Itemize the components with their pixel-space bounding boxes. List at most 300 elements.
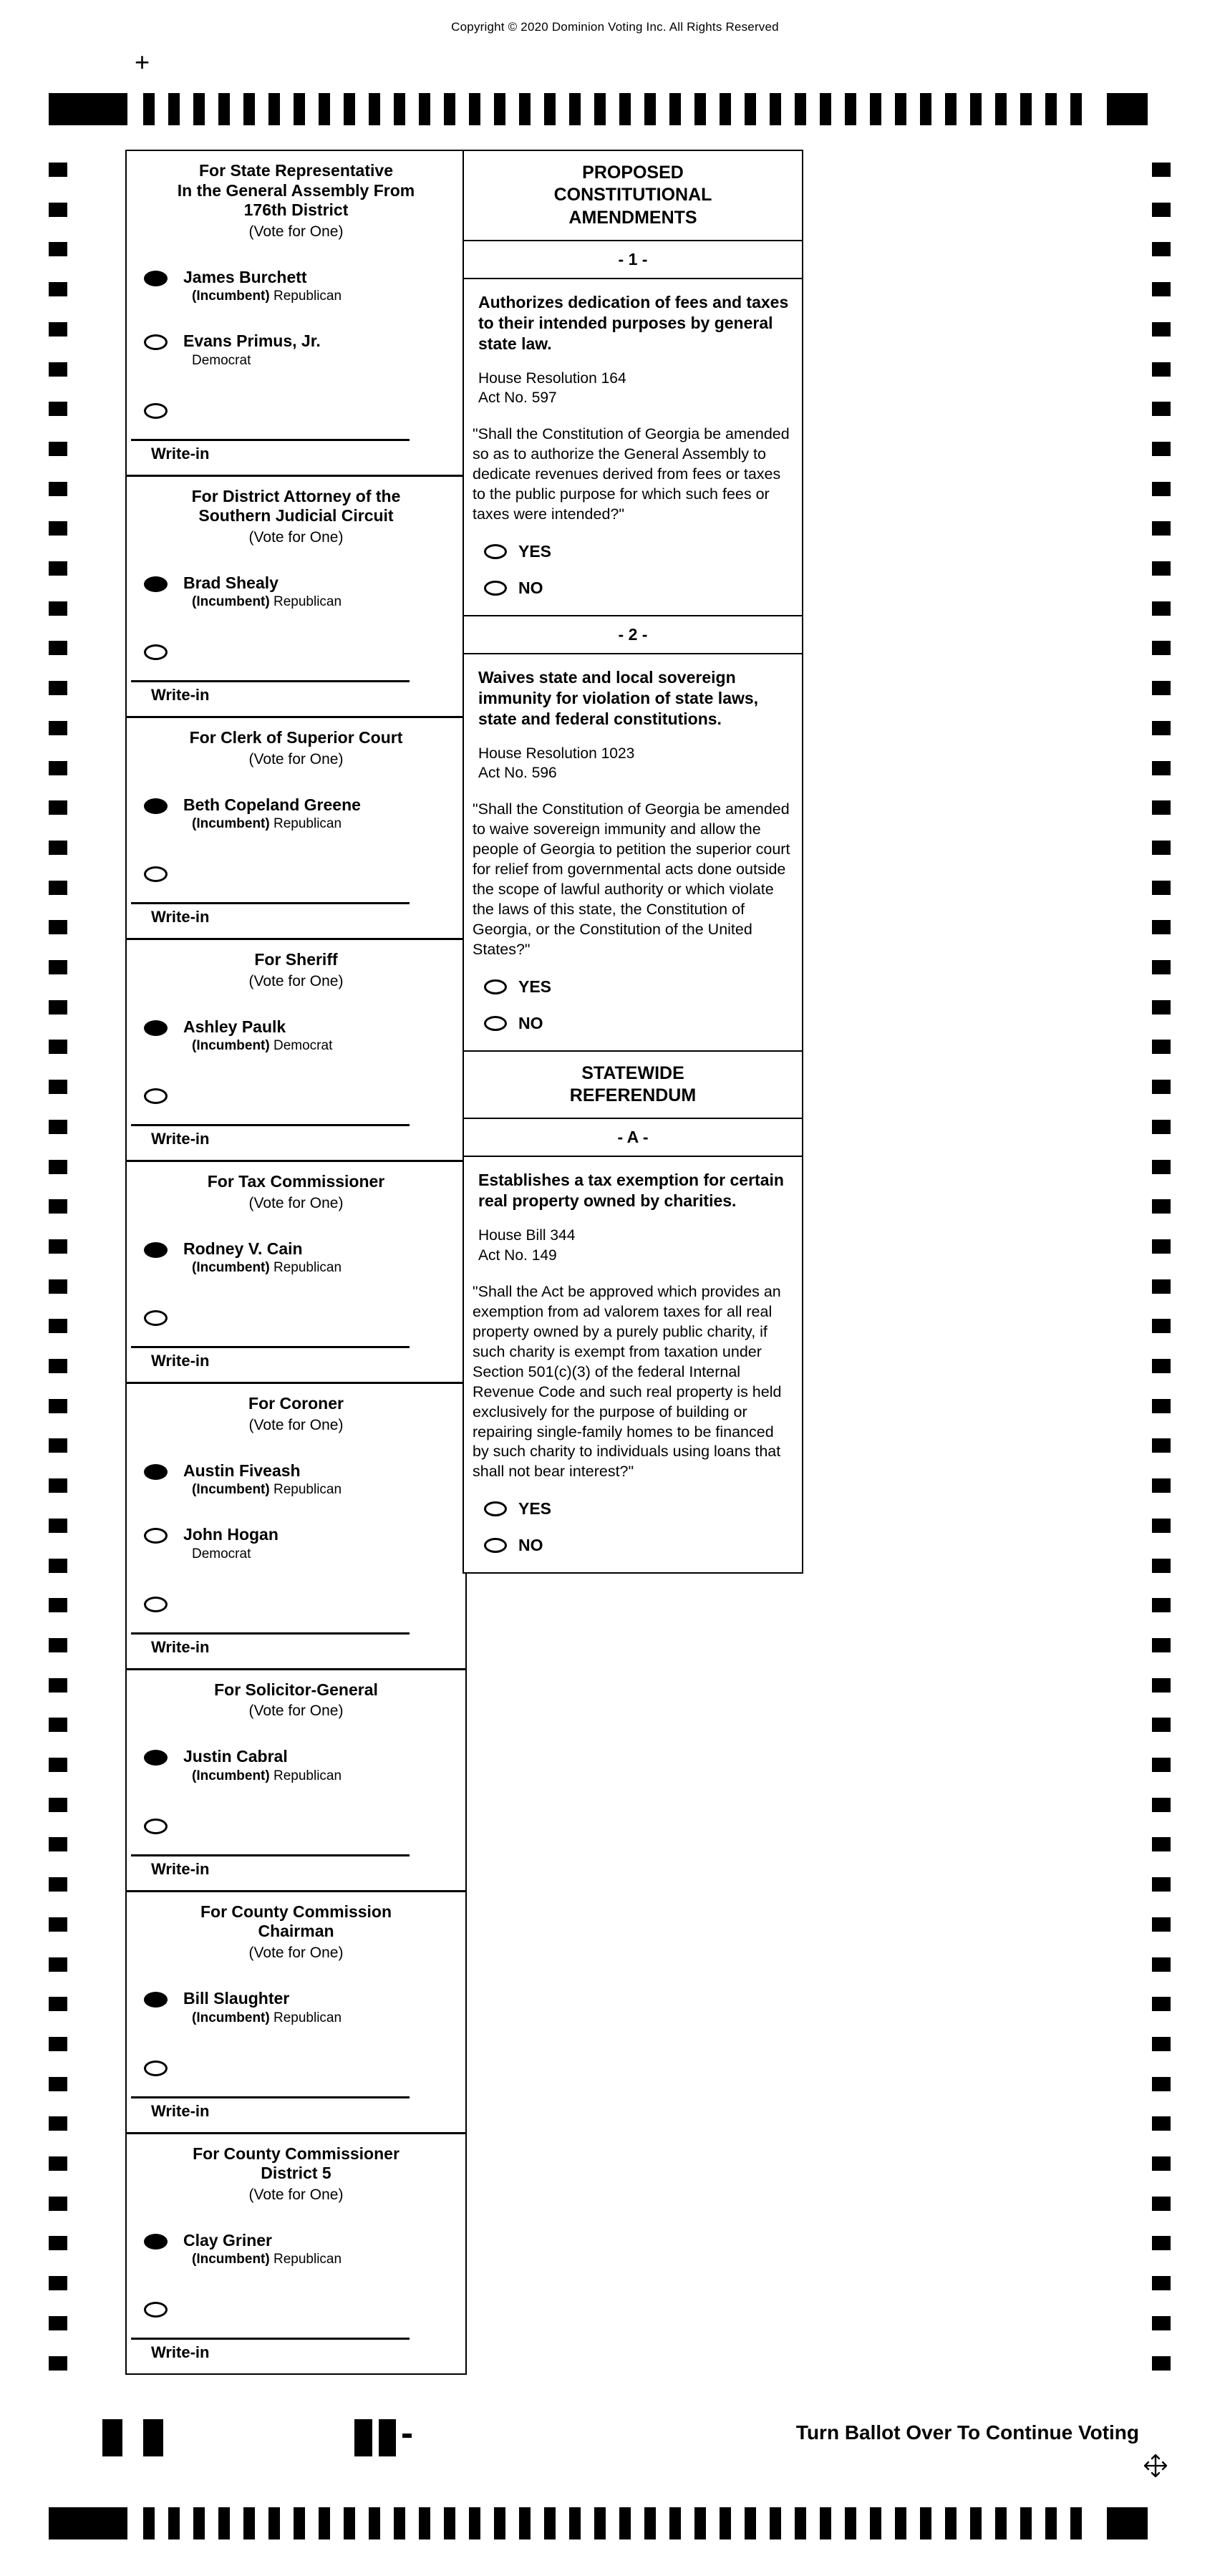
write-in-bubble[interactable] <box>144 1819 168 1834</box>
candidate-bubble-filled[interactable] <box>144 1992 168 2008</box>
contest-title <box>134 161 458 221</box>
timing-marks-right <box>1152 163 1171 2396</box>
timing-bar <box>519 93 531 125</box>
write-in-line[interactable] <box>131 439 410 441</box>
timing-mark <box>1152 881 1171 895</box>
candidate-row <box>144 1525 465 1561</box>
contest-title-line: For Clerk of Superior Court <box>189 728 403 747</box>
timing-bar <box>143 2507 155 2539</box>
timing-mark <box>49 1718 67 1732</box>
contest-title <box>134 1902 458 1942</box>
timing-mark <box>49 641 67 655</box>
candidate-name: Ashley Paulk <box>183 1017 286 1036</box>
candidate-row <box>144 1989 465 2025</box>
write-in-bubble[interactable] <box>144 403 168 419</box>
write-in-row <box>144 1307 465 1326</box>
write-in-row <box>144 400 465 419</box>
timing-mark <box>1152 1798 1171 1812</box>
contest-header <box>127 2134 465 2204</box>
party-label: Democrat <box>192 352 251 368</box>
timing-mark <box>1152 681 1171 695</box>
timing-mark <box>1152 2116 1171 2131</box>
candidate-bubble-empty[interactable] <box>144 1528 168 1544</box>
section-header-line: CONSTITUTIONAL <box>553 185 712 205</box>
timing-mark <box>49 282 67 296</box>
timing-mark <box>1152 1478 1171 1493</box>
timing-bar <box>419 2507 430 2539</box>
timing-bar <box>694 93 706 125</box>
timing-bar <box>920 2507 931 2539</box>
option-bubble[interactable] <box>484 1501 507 1516</box>
timing-mark <box>49 2116 67 2131</box>
vote-for-instruction: (Vote for One) <box>248 528 344 546</box>
timing-bar <box>720 93 731 125</box>
timing-mark <box>1152 1000 1171 1015</box>
timing-mark <box>1152 920 1171 934</box>
party-label: Republican <box>273 1768 342 1783</box>
contest-header <box>127 1384 465 1434</box>
timing-mark <box>1152 1758 1171 1772</box>
contest-8 <box>127 1892 465 2134</box>
timing-mark <box>49 2156 67 2171</box>
timing-mark <box>1152 800 1171 815</box>
measure-option-row <box>484 1499 793 1519</box>
measure-option-row <box>484 1536 793 1555</box>
contest-header <box>127 151 465 241</box>
timing-bar <box>319 2507 330 2539</box>
contest-title-line: For County Commission <box>200 1902 392 1921</box>
write-in-line[interactable] <box>131 1632 410 1635</box>
timing-mark <box>1152 1040 1171 1054</box>
measure-option-row <box>484 977 793 997</box>
write-in-line[interactable] <box>131 1124 410 1126</box>
timing-mark <box>1152 1877 1171 1892</box>
candidate-bubble-filled[interactable] <box>144 576 168 592</box>
write-in-label: Write-in <box>151 2343 210 2362</box>
candidate-detail <box>192 2010 342 2026</box>
party-label: Democrat <box>273 1038 333 1054</box>
timing-mark <box>49 601 67 616</box>
timing-mark <box>1152 322 1171 336</box>
timing-bar <box>870 93 881 125</box>
candidate-info <box>183 2231 342 2267</box>
write-in-line[interactable] <box>131 1346 410 1348</box>
measure-question: "Shall the Constitution of Georgia be amended to waive sovereign immunity and allow the people of Georgia to petition the superior court for relief from governmental acts done outside the scope of lawful authority or which violate the laws of this state, the Constitution of Georgia, or the Constitution of the United States?" <box>473 800 790 958</box>
write-in-line[interactable] <box>131 680 410 682</box>
timing-mark <box>1152 1519 1171 1533</box>
candidate-bubble-filled[interactable] <box>144 1750 168 1766</box>
contest-title-line: 176th District <box>243 200 349 220</box>
contest-title <box>134 728 458 748</box>
footer-timing-bar <box>143 2419 163 2456</box>
timing-mark <box>49 442 67 456</box>
candidate-info <box>183 268 342 304</box>
timing-bar <box>644 93 656 125</box>
timing-bar <box>845 93 856 125</box>
timing-mark <box>49 1199 67 1214</box>
vote-for-instruction: (Vote for One) <box>248 750 344 768</box>
timing-bar <box>945 93 957 125</box>
write-in-row <box>144 2299 465 2318</box>
option-bubble[interactable] <box>484 1538 507 1553</box>
copyright-text: Copyright © 2020 Dominion Voting Inc. All Rights Reserved <box>451 20 779 34</box>
write-in-line[interactable] <box>131 1854 410 1856</box>
write-in-bubble[interactable] <box>144 644 168 660</box>
section-header-line: AMENDMENTS <box>568 207 697 228</box>
candidate-name: Bill Slaughter <box>183 1989 290 2008</box>
timing-block <box>49 2507 127 2539</box>
measure-option-row <box>484 578 793 598</box>
candidate-bubble-filled[interactable] <box>144 1464 168 1480</box>
contest-2 <box>127 477 465 719</box>
measure-body <box>464 654 802 1050</box>
section-header <box>464 151 802 241</box>
timing-bar <box>1045 93 1057 125</box>
candidate-info <box>183 795 361 832</box>
write-in-bubble[interactable] <box>144 2302 168 2318</box>
timing-mark <box>1152 1399 1171 1413</box>
measure-references <box>478 369 793 408</box>
measure-number: - 2 - <box>464 616 802 654</box>
timing-mark <box>49 561 67 576</box>
timing-bar <box>845 2507 856 2539</box>
timing-mark <box>49 482 67 496</box>
timing-mark <box>49 2236 67 2250</box>
write-in-line[interactable] <box>131 2096 410 2098</box>
write-in-label: Write-in <box>151 1352 210 1370</box>
option-bubble[interactable] <box>484 1016 507 1031</box>
timing-bar <box>970 93 982 125</box>
candidate-bubble-filled[interactable] <box>144 1242 168 1258</box>
timing-bar <box>519 2507 531 2539</box>
contest-title-line: Chairman <box>258 1922 334 1941</box>
candidate-row <box>144 1017 465 1054</box>
timing-marks-top <box>49 93 1181 125</box>
write-in-bubble[interactable] <box>144 866 168 882</box>
reference-line: House Resolution 1023 <box>478 745 635 762</box>
contest-title-line: For Coroner <box>248 1394 344 1413</box>
candidate-info <box>183 331 321 368</box>
timing-mark <box>49 521 67 536</box>
timing-mark <box>49 881 67 895</box>
timing-bar <box>895 2507 906 2539</box>
timing-block <box>1107 2507 1148 2539</box>
timing-mark <box>1152 1160 1171 1174</box>
contest-1 <box>127 151 465 477</box>
timing-mark <box>1152 2156 1171 2171</box>
contest-title-line: For County Commissioner <box>193 2144 399 2163</box>
candidate-name: Clay Griner <box>183 2230 272 2250</box>
incumbent-label: (Incumbent) <box>192 1038 270 1054</box>
measure-body <box>464 279 802 615</box>
contest-title-line: Southern Judicial Circuit <box>198 506 394 526</box>
write-in-line[interactable] <box>131 2338 410 2340</box>
timing-bar <box>369 93 380 125</box>
timing-bar <box>669 93 681 125</box>
timing-bar <box>745 93 756 125</box>
timing-bar <box>720 2507 731 2539</box>
option-label: YES <box>518 977 552 996</box>
ballot-measure-A <box>464 1119 802 1572</box>
candidate-detail <box>192 1768 342 1784</box>
timing-mark <box>49 841 67 855</box>
timing-mark <box>49 1638 67 1652</box>
option-bubble[interactable] <box>484 581 507 596</box>
measure-references <box>478 1226 793 1265</box>
timing-mark <box>49 2077 67 2091</box>
write-in-bubble[interactable] <box>144 2061 168 2076</box>
measure-question: "Shall the Act be approved which provides an exemption from ad valorem taxes for all real property owned by a purely public charity, if such charity is exempt from taxation under Section 501(c)(3) of the federal Internal Revenue Code and such real property is held exclusively for the purpose of building or repairing single-family homes to be financed by such charity to individuals using loans that shall not bear interest?" <box>473 1282 782 1481</box>
contest-title-line: For Sheriff <box>254 950 338 969</box>
timing-mark <box>49 402 67 416</box>
contest-title-line: In the General Assembly From <box>177 180 415 200</box>
timing-bar <box>820 2507 831 2539</box>
option-label: YES <box>518 541 552 561</box>
timing-mark <box>1152 2356 1171 2371</box>
timing-block <box>49 93 127 125</box>
write-in-label: Write-in <box>151 908 210 926</box>
timing-mark <box>1152 1837 1171 1851</box>
timing-bar <box>569 93 581 125</box>
contest-title <box>134 1172 458 1192</box>
timing-mark <box>49 362 67 377</box>
section-header-line: STATEWIDE <box>581 1062 684 1083</box>
timing-mark <box>49 1000 67 1015</box>
timing-bar <box>469 93 480 125</box>
timing-mark <box>1152 601 1171 616</box>
timing-bar <box>995 2507 1007 2539</box>
timing-mark <box>1152 2197 1171 2211</box>
timing-mark <box>49 721 67 735</box>
write-in-row <box>144 2058 465 2076</box>
timing-mark <box>1152 203 1171 217</box>
timing-mark <box>1152 1678 1171 1693</box>
timing-mark <box>1152 2316 1171 2330</box>
contest-title-line: For Tax Commissioner <box>207 1172 385 1191</box>
timing-mark <box>1152 1957 1171 1972</box>
timing-mark <box>1152 1120 1171 1134</box>
reference-line: Act No. 149 <box>478 1246 557 1264</box>
contest-title <box>134 1394 458 1414</box>
candidate-row <box>144 268 465 304</box>
contest-header <box>127 1670 465 1720</box>
timing-mark <box>1152 163 1171 177</box>
timing-mark <box>1152 482 1171 496</box>
contest-4 <box>127 940 465 1162</box>
timing-mark <box>49 242 67 256</box>
timing-bar <box>1020 93 1032 125</box>
candidate-row <box>144 795 465 832</box>
write-in-label: Write-in <box>151 2101 210 2120</box>
contest-3 <box>127 718 465 940</box>
timing-mark <box>49 1399 67 1413</box>
candidate-detail <box>192 594 342 610</box>
timing-bar <box>1045 2507 1057 2539</box>
incumbent-label: (Incumbent) <box>192 1260 270 1276</box>
timing-mark <box>49 1040 67 1054</box>
timing-mark <box>1152 2077 1171 2091</box>
candidate-detail <box>192 816 361 832</box>
timing-mark <box>1152 1598 1171 1612</box>
timing-mark <box>49 2276 67 2290</box>
timing-bar <box>895 93 906 125</box>
timing-mark <box>1152 1279 1171 1294</box>
footer-dash-mark <box>402 2434 412 2438</box>
candidate-name: Evans Primus, Jr. <box>183 331 321 351</box>
timing-block <box>1107 93 1148 125</box>
contest-header <box>127 718 465 768</box>
candidate-bubble-filled[interactable] <box>144 271 168 286</box>
section-header <box>464 1052 802 1120</box>
measure-summary: Waives state and local sovereign immunity for violation of state laws, state and federal constitutions. <box>478 667 759 728</box>
contest-title-line: For State Representative <box>199 161 393 180</box>
measure-question: "Shall the Constitution of Georgia be amended so as to authorize the General Assembly to dedicate revenues derived from fees or taxes to the public purpose for which such fees or taxes were intended?" <box>473 425 790 523</box>
timing-bar <box>644 2507 656 2539</box>
timing-bar <box>920 93 931 125</box>
candidate-name: Beth Copeland Greene <box>183 795 361 814</box>
timing-mark <box>49 2356 67 2371</box>
option-label: NO <box>518 1013 543 1032</box>
candidate-name: Justin Cabral <box>183 1747 288 1766</box>
vote-for-instruction: (Vote for One) <box>248 1416 344 1433</box>
vote-for-instruction: (Vote for One) <box>248 2186 344 2203</box>
timing-mark <box>1152 2236 1171 2250</box>
timing-bar <box>394 93 405 125</box>
timing-bar <box>294 2507 305 2539</box>
timing-bar <box>218 2507 230 2539</box>
party-label: Republican <box>273 2010 342 2025</box>
timing-bar <box>745 2507 756 2539</box>
timing-mark <box>1152 561 1171 576</box>
timing-mark <box>49 1519 67 1533</box>
incumbent-label: (Incumbent) <box>192 1482 270 1498</box>
timing-mark <box>1152 1080 1171 1094</box>
incumbent-label: (Incumbent) <box>192 2010 270 2025</box>
timing-mark <box>49 1957 67 1972</box>
measure-summary: Authorizes dedication of fees and taxes to their intended purposes by general state law. <box>478 292 789 353</box>
timing-mark <box>49 681 67 695</box>
option-label: NO <box>518 1536 543 1555</box>
timing-bar <box>995 93 1007 125</box>
timing-bar <box>669 2507 681 2539</box>
timing-mark <box>49 1997 67 2011</box>
timing-bar <box>569 2507 581 2539</box>
incumbent-label: (Incumbent) <box>192 289 270 304</box>
timing-mark <box>49 163 67 177</box>
contest-9 <box>127 2134 465 2363</box>
timing-mark <box>49 1758 67 1772</box>
contest-header <box>127 477 465 546</box>
contest-title <box>134 1680 458 1700</box>
timing-bar <box>494 93 505 125</box>
write-in-row <box>144 1816 465 1834</box>
incumbent-label: (Incumbent) <box>192 594 270 610</box>
party-label: Republican <box>273 289 342 304</box>
timing-bar <box>394 2507 405 2539</box>
measure-summary: Establishes a tax exemption for certain real property owned by charities. <box>478 1171 784 1211</box>
candidate-detail <box>192 353 321 369</box>
candidate-info <box>183 1747 342 1783</box>
candidate-name: John Hogan <box>183 1525 279 1544</box>
incumbent-label: (Incumbent) <box>192 1768 270 1783</box>
timing-mark <box>1152 521 1171 536</box>
candidate-bubble-filled[interactable] <box>144 1020 168 1036</box>
candidate-info <box>183 1525 279 1561</box>
footer-timing-bar <box>379 2419 396 2456</box>
measures-column <box>463 150 803 1574</box>
section-header-line: PROPOSED <box>582 163 684 183</box>
timing-marks-bottom <box>49 2507 1181 2539</box>
timing-mark <box>49 2316 67 2330</box>
candidate-detail <box>192 1038 332 1054</box>
write-in-line[interactable] <box>131 902 410 904</box>
write-in-row <box>144 1594 465 1612</box>
timing-mark <box>49 1239 67 1254</box>
timing-mark <box>1152 1239 1171 1254</box>
timing-bar <box>268 93 280 125</box>
timing-bar <box>1020 2507 1032 2539</box>
write-in-bubble[interactable] <box>144 1310 168 1326</box>
candidate-row <box>144 2231 465 2267</box>
timing-mark <box>49 761 67 775</box>
write-in-bubble[interactable] <box>144 1088 168 1104</box>
timing-bar <box>694 2507 706 2539</box>
move-arrows-icon <box>1141 2451 1170 2480</box>
timing-bar <box>619 2507 631 2539</box>
timing-bar <box>619 93 631 125</box>
timing-mark <box>49 322 67 336</box>
write-in-label: Write-in <box>151 444 210 463</box>
timing-mark <box>49 800 67 815</box>
write-in-bubble[interactable] <box>144 1597 168 1612</box>
candidate-detail <box>192 2252 342 2267</box>
timing-mark <box>49 1478 67 1493</box>
contest-header <box>127 940 465 990</box>
ballot-measure-2 <box>464 616 802 1052</box>
timing-mark <box>1152 761 1171 775</box>
timing-mark <box>1152 1359 1171 1373</box>
timing-bar <box>268 2507 280 2539</box>
candidate-info <box>183 1017 332 1054</box>
timing-mark <box>49 1877 67 1892</box>
contest-header <box>127 1162 465 1212</box>
timing-bar <box>1070 93 1082 125</box>
timing-bar <box>168 2507 180 2539</box>
timing-mark <box>1152 1438 1171 1453</box>
candidate-row <box>144 573 465 610</box>
candidate-info <box>183 1461 342 1498</box>
registration-plus-mark: + <box>135 47 150 77</box>
ballot-measure-1 <box>464 241 802 616</box>
candidate-row <box>144 1239 465 1276</box>
timing-mark <box>49 1438 67 1453</box>
candidate-bubble-empty[interactable] <box>144 334 168 350</box>
measure-body <box>464 1157 802 1572</box>
candidate-bubble-filled[interactable] <box>144 798 168 814</box>
candidate-bubble-filled[interactable] <box>144 2234 168 2250</box>
incumbent-label: (Incumbent) <box>192 2252 270 2267</box>
timing-bar <box>294 93 305 125</box>
write-in-label: Write-in <box>151 1637 210 1656</box>
candidate-row <box>144 331 465 368</box>
timing-mark <box>1152 841 1171 855</box>
option-label: NO <box>518 578 543 597</box>
timing-mark <box>1152 1917 1171 1932</box>
footer-timing-bar <box>102 2419 122 2456</box>
option-bubble[interactable] <box>484 979 507 994</box>
timing-bar <box>344 2507 355 2539</box>
option-bubble[interactable] <box>484 544 507 559</box>
